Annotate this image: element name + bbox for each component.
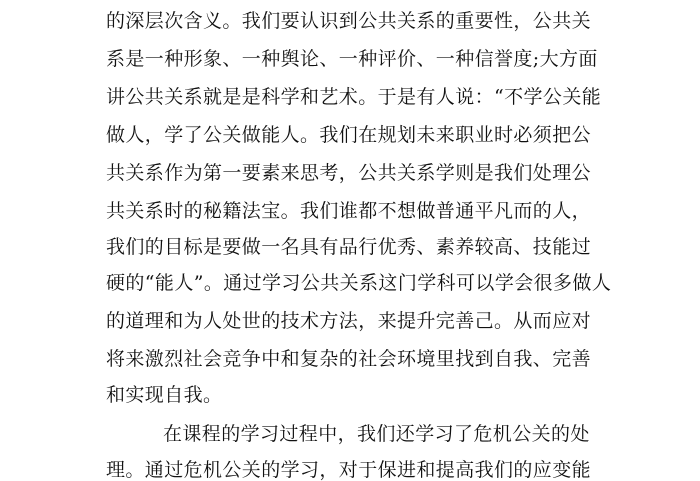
text-line: 将来激烈社会竞争中和复杂的社会环境里找到自我、完善 bbox=[106, 348, 592, 370]
text-line: 硬的“能人”。通过学习公共关系这门学科可以学会很多做人 bbox=[106, 272, 612, 294]
text-line: 共关系时的秘籍法宝。我们谁都不想做普通平凡而的人， bbox=[106, 200, 592, 222]
text-line: 理。通过危机公关的学习，对于保进和提高我们的应变能 bbox=[106, 459, 592, 481]
text-line: 我们的目标是要做一名具有品行优秀、素养较高、技能过 bbox=[106, 236, 592, 258]
text-line: 的道理和为人处世的技术方法，来提升完善己。从而应对 bbox=[106, 310, 592, 332]
text-line: 和实现自我。 bbox=[106, 384, 223, 406]
text-line: 做人，学了公关做能人。我们在规划未来职业时必须把公 bbox=[106, 124, 592, 146]
text-line: 共关系作为第一要素来思考，公共关系学则是我们处理公 bbox=[106, 162, 592, 184]
text-line: 的深层次含义。我们要认识到公共关系的重要性，公共关 bbox=[106, 10, 592, 32]
text-line: 系是一种形象、一种舆论、一种评价、一种信誉度;大方面 bbox=[106, 48, 598, 70]
paragraph-first-line: 在课程的学习过程中，我们还学习了危机公关的处 bbox=[163, 423, 590, 445]
text-line: 讲公共关系就是是科学和艺术。于是有人说：“不学公关能 bbox=[106, 86, 602, 108]
